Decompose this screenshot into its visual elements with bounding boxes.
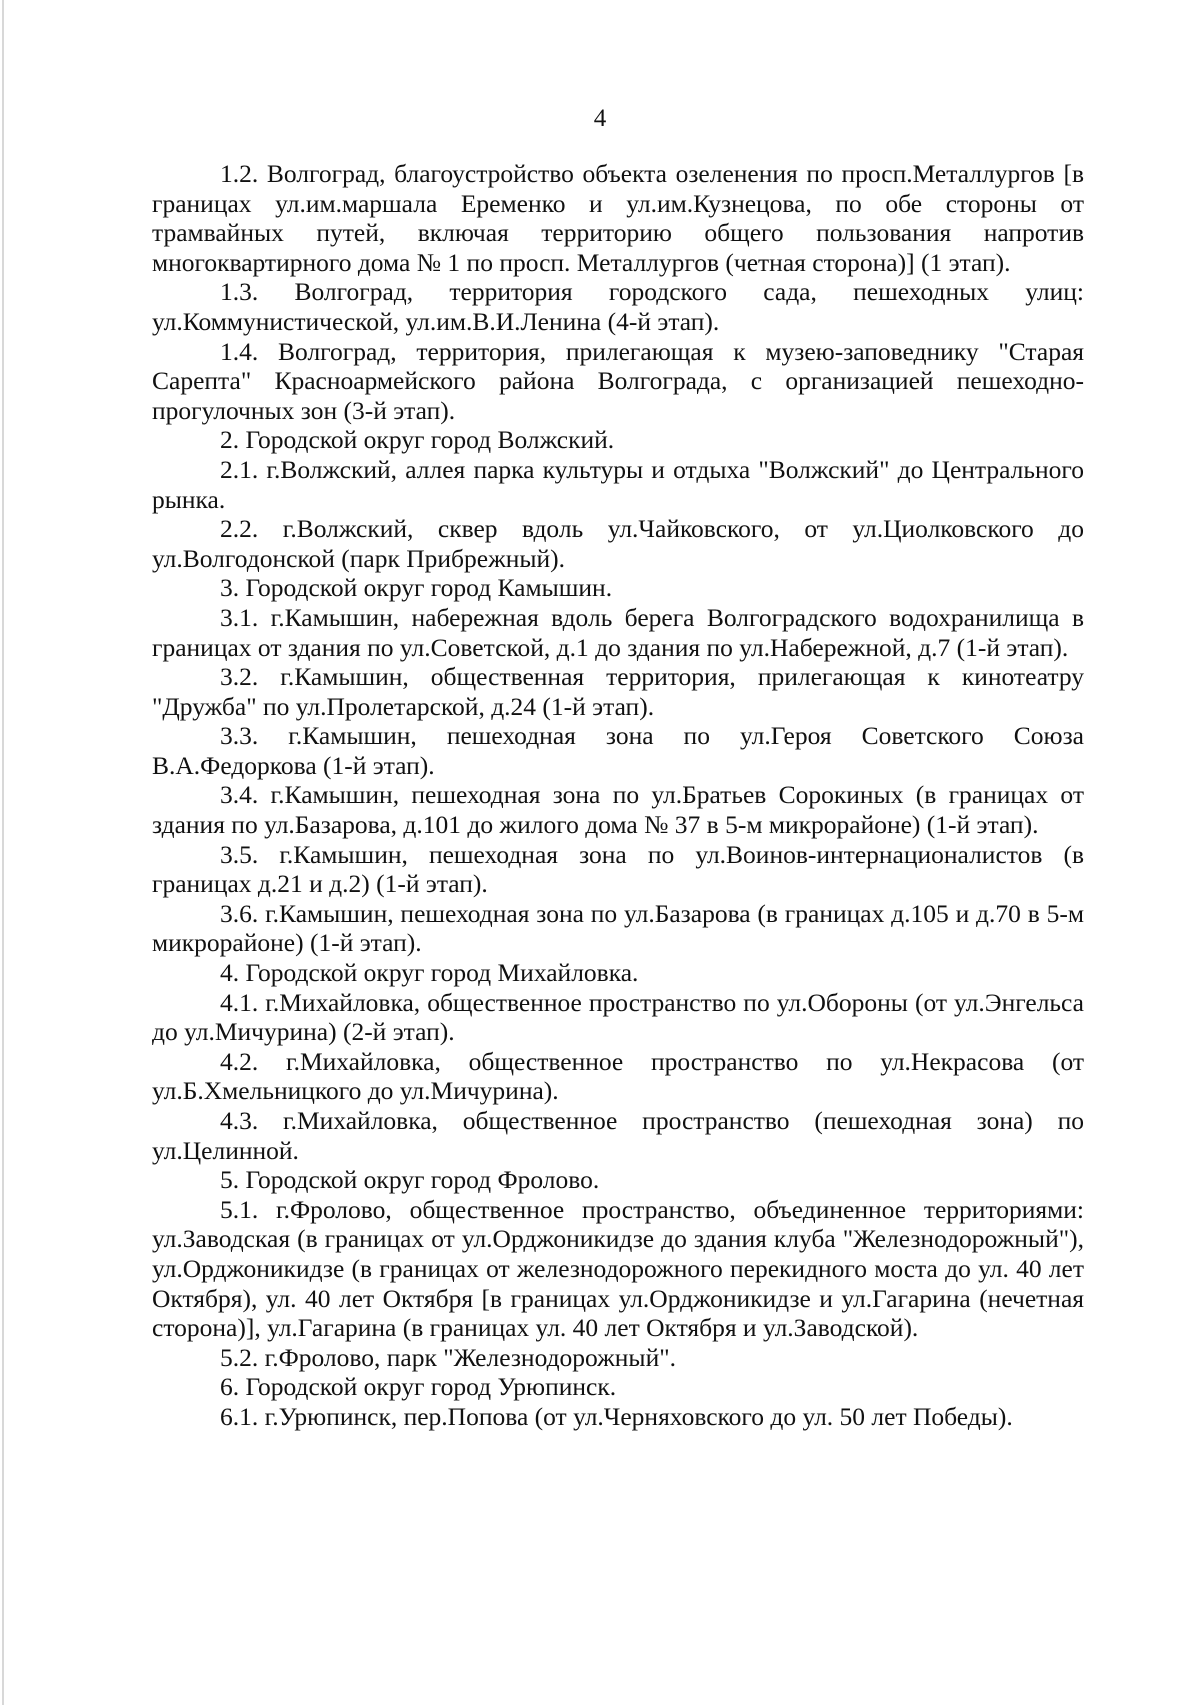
paragraph-6-1: 6.1. г.Урюпинск, пер.Попова (от ул.Черняховского до ул. 50 лет Победы).: [220, 1401, 1013, 1431]
paragraph-4-2: 4.2. г.Михайловка, общественное пространство по ул.Некрасова (от ул.Б.Хмельницкого до ул.Мичурина).: [152, 1046, 1084, 1106]
paragraph-3: 3. Городской округ город Камышин.: [220, 573, 613, 603]
paragraph-3-4: 3.4. г.Камышин, пешеходная зона по ул.Братьев Сорокиных (в границах от здания по ул.Базарова, д.101 до жилого дома № 37 в 5-м микрорайоне) (1-й этап).: [152, 780, 1084, 840]
paragraph-3-3: 3.3. г.Камышин, пешеходная зона по ул.Героя Советского Союза В.А.Федоркова (1-й этап).: [152, 721, 1084, 780]
paragraph-1-3: 1.3. Волгоград, территория городского сада, пешеходных улиц: ул.Коммунистической, ул.им.В.И.Ленина (4-й этап).: [152, 277, 1084, 336]
paragraph-2-1: 2.1. г.Волжский, аллея парка культуры и отдыха "Волжский" до Центрального рынка.: [152, 454, 1084, 514]
paragraph-3-6: 3.6. г.Камышин, пешеходная зона по ул.Базарова (в границах д.105 и д.70 в 5-м микрорайоне) (1-й этап).: [152, 898, 1084, 958]
paragraph-3-2: 3.2. г.Камышин, общественная территория, прилегающая к кинотеатру "Дружба" по ул.Пролетарской, д.24 (1-й этап).: [152, 662, 1084, 721]
paragraph-6: 6. Городской округ город Урюпинск.: [220, 1372, 617, 1402]
paragraph-4-1: 4.1. г.Михайловка, общественное пространство по ул.Обороны (от ул.Энгельса до ул.Мичурина) (2-й этап).: [152, 987, 1084, 1047]
paragraph-2: 2. Городской округ город Волжский.: [220, 425, 615, 455]
paragraph-1-4: 1.4. Волгоград, территория, прилегающая к музею-заповеднику "Старая Сарепта" Красноармейского района Волгограда, с организацией пешеходно-прогулочных зон (3-й этап).: [152, 336, 1084, 425]
page-number: 4: [593, 105, 607, 132]
document-body: [152, 159, 1084, 1432]
scan-edge-line: [2, 0, 4, 1705]
paragraph-3-5: 3.5. г.Камышин, пешеходная зона по ул.Воинов-интернационалистов (в границах д.21 и д.2) (1-й этап).: [152, 839, 1084, 899]
paragraph-3-1: 3.1. г.Камышин, набережная вдоль берега Волгоградского водохранилища в границах от здания по ул.Советской, д.1 до здания по ул.Набережной, д.7 (1-й этап).: [152, 602, 1084, 662]
paragraph-4: 4. Городской округ город Михайловка.: [220, 958, 639, 988]
paragraph-5: 5. Городской округ город Фролово.: [220, 1165, 600, 1195]
paragraph-5-2: 5.2. г.Фролово, парк "Железнодорожный".: [220, 1342, 676, 1372]
paragraph-4-3: 4.3. г.Михайловка, общественное пространство (пешеходная зона) по ул.Целинной.: [152, 1106, 1084, 1165]
paragraph-5-1: 5.1. г.Фролово, общественное пространство, объединенное территориями: ул.Заводская (в границах от ул.Орджоникидзе до здания клуба "Железнодорожный"), ул.Орджоникидзе (в границах от железнодорожного перекидного моста до ул. 40 лет Октября), ул. 40 лет Октября [в границах ул.Орджоникидзе и ул.Гагарина (нечетная сторона)], ул.Гагарина (в границах ул. 40 лет Октября и ул.Заводской).: [152, 1194, 1084, 1343]
paragraph-2-2: 2.2. г.Волжский, сквер вдоль ул.Чайковского, от ул.Циолковского до ул.Волгодонской (парк Прибрежный).: [152, 514, 1084, 573]
paragraph-1-2: 1.2. Волгоград, благоустройство объекта озеленения по просп.Металлургов [в границах ул.им.маршала Еременко и ул.им.Кузнецова, по обе стороны от трамвайных путей, включая территорию общего пользования напротив многоквартирного дома № 1 по просп. Металлургов (четная сторона)] (1 этап).: [152, 159, 1084, 277]
